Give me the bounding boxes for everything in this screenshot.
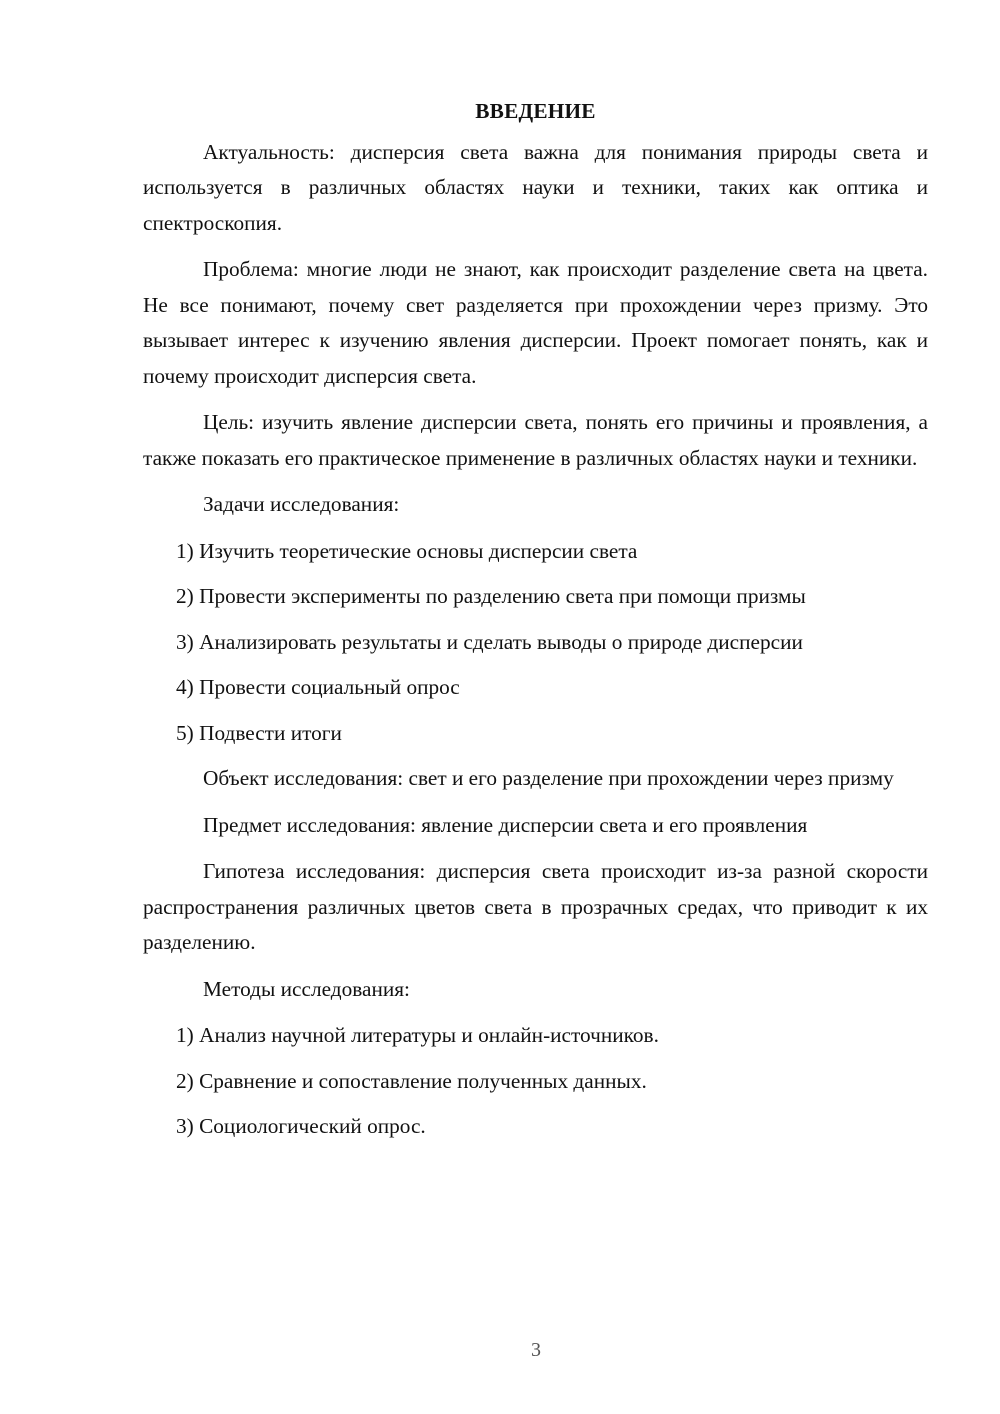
methods-list bbox=[143, 1018, 928, 1145]
tasks-heading: Задачи исследования: bbox=[203, 492, 400, 516]
list-item: 2) Сравнение и сопоставление полученных данных. bbox=[176, 1068, 647, 1093]
page-number: 3 bbox=[531, 1339, 541, 1361]
hypothesis-paragraph: Гипотеза исследования: дисперсия света происходит из-за разной скорости распространения различных цветов света в прозрачных средах, что приводит к их разделению. bbox=[143, 859, 928, 954]
subject-paragraph: Предмет исследования: явление дисперсии света и его проявления bbox=[203, 812, 808, 837]
list-item: 4) Провести социальный опрос bbox=[176, 675, 460, 699]
list-item: 1) Изучить теоретические основы дисперсии света bbox=[176, 538, 638, 563]
relevance-paragraph: Актуальность: дисперсия света важна для понимания природы света и используется в различных областях науки и техники, таких как оптика и спектроскопия. bbox=[143, 139, 928, 235]
methods-heading: Методы исследования: bbox=[203, 976, 410, 1001]
page-title: ВВЕДЕНИЕ bbox=[475, 99, 596, 123]
tasks-list bbox=[143, 534, 928, 752]
list-item: 5) Подвести итоги bbox=[176, 720, 342, 745]
object-paragraph: Объект исследования: свет и его разделение при прохождении через призму bbox=[203, 766, 894, 790]
problem-paragraph: Проблема: многие люди не знают, как происходит разделение света на цвета. Не все понимают, почему свет разделяется при прохождении через призму. Это вызывает интерес к изучению явления дисперсии. Проект помогает понять, как и почему происходит дисперсия света. bbox=[143, 257, 928, 388]
goal-paragraph: Цель: изучить явление дисперсии света, понять его причины и проявления, а также показать его практическое применение в различных областях науки и техники. bbox=[143, 410, 928, 470]
list-item: 3) Анализировать результаты и сделать выводы о природе дисперсии bbox=[176, 629, 803, 654]
list-item: 2) Провести эксперименты по разделению света при помощи призмы bbox=[176, 584, 806, 608]
list-item: 3) Социологический опрос. bbox=[176, 1114, 426, 1138]
list-item: 1) Анализ научной литературы и онлайн-источников. bbox=[176, 1023, 659, 1047]
